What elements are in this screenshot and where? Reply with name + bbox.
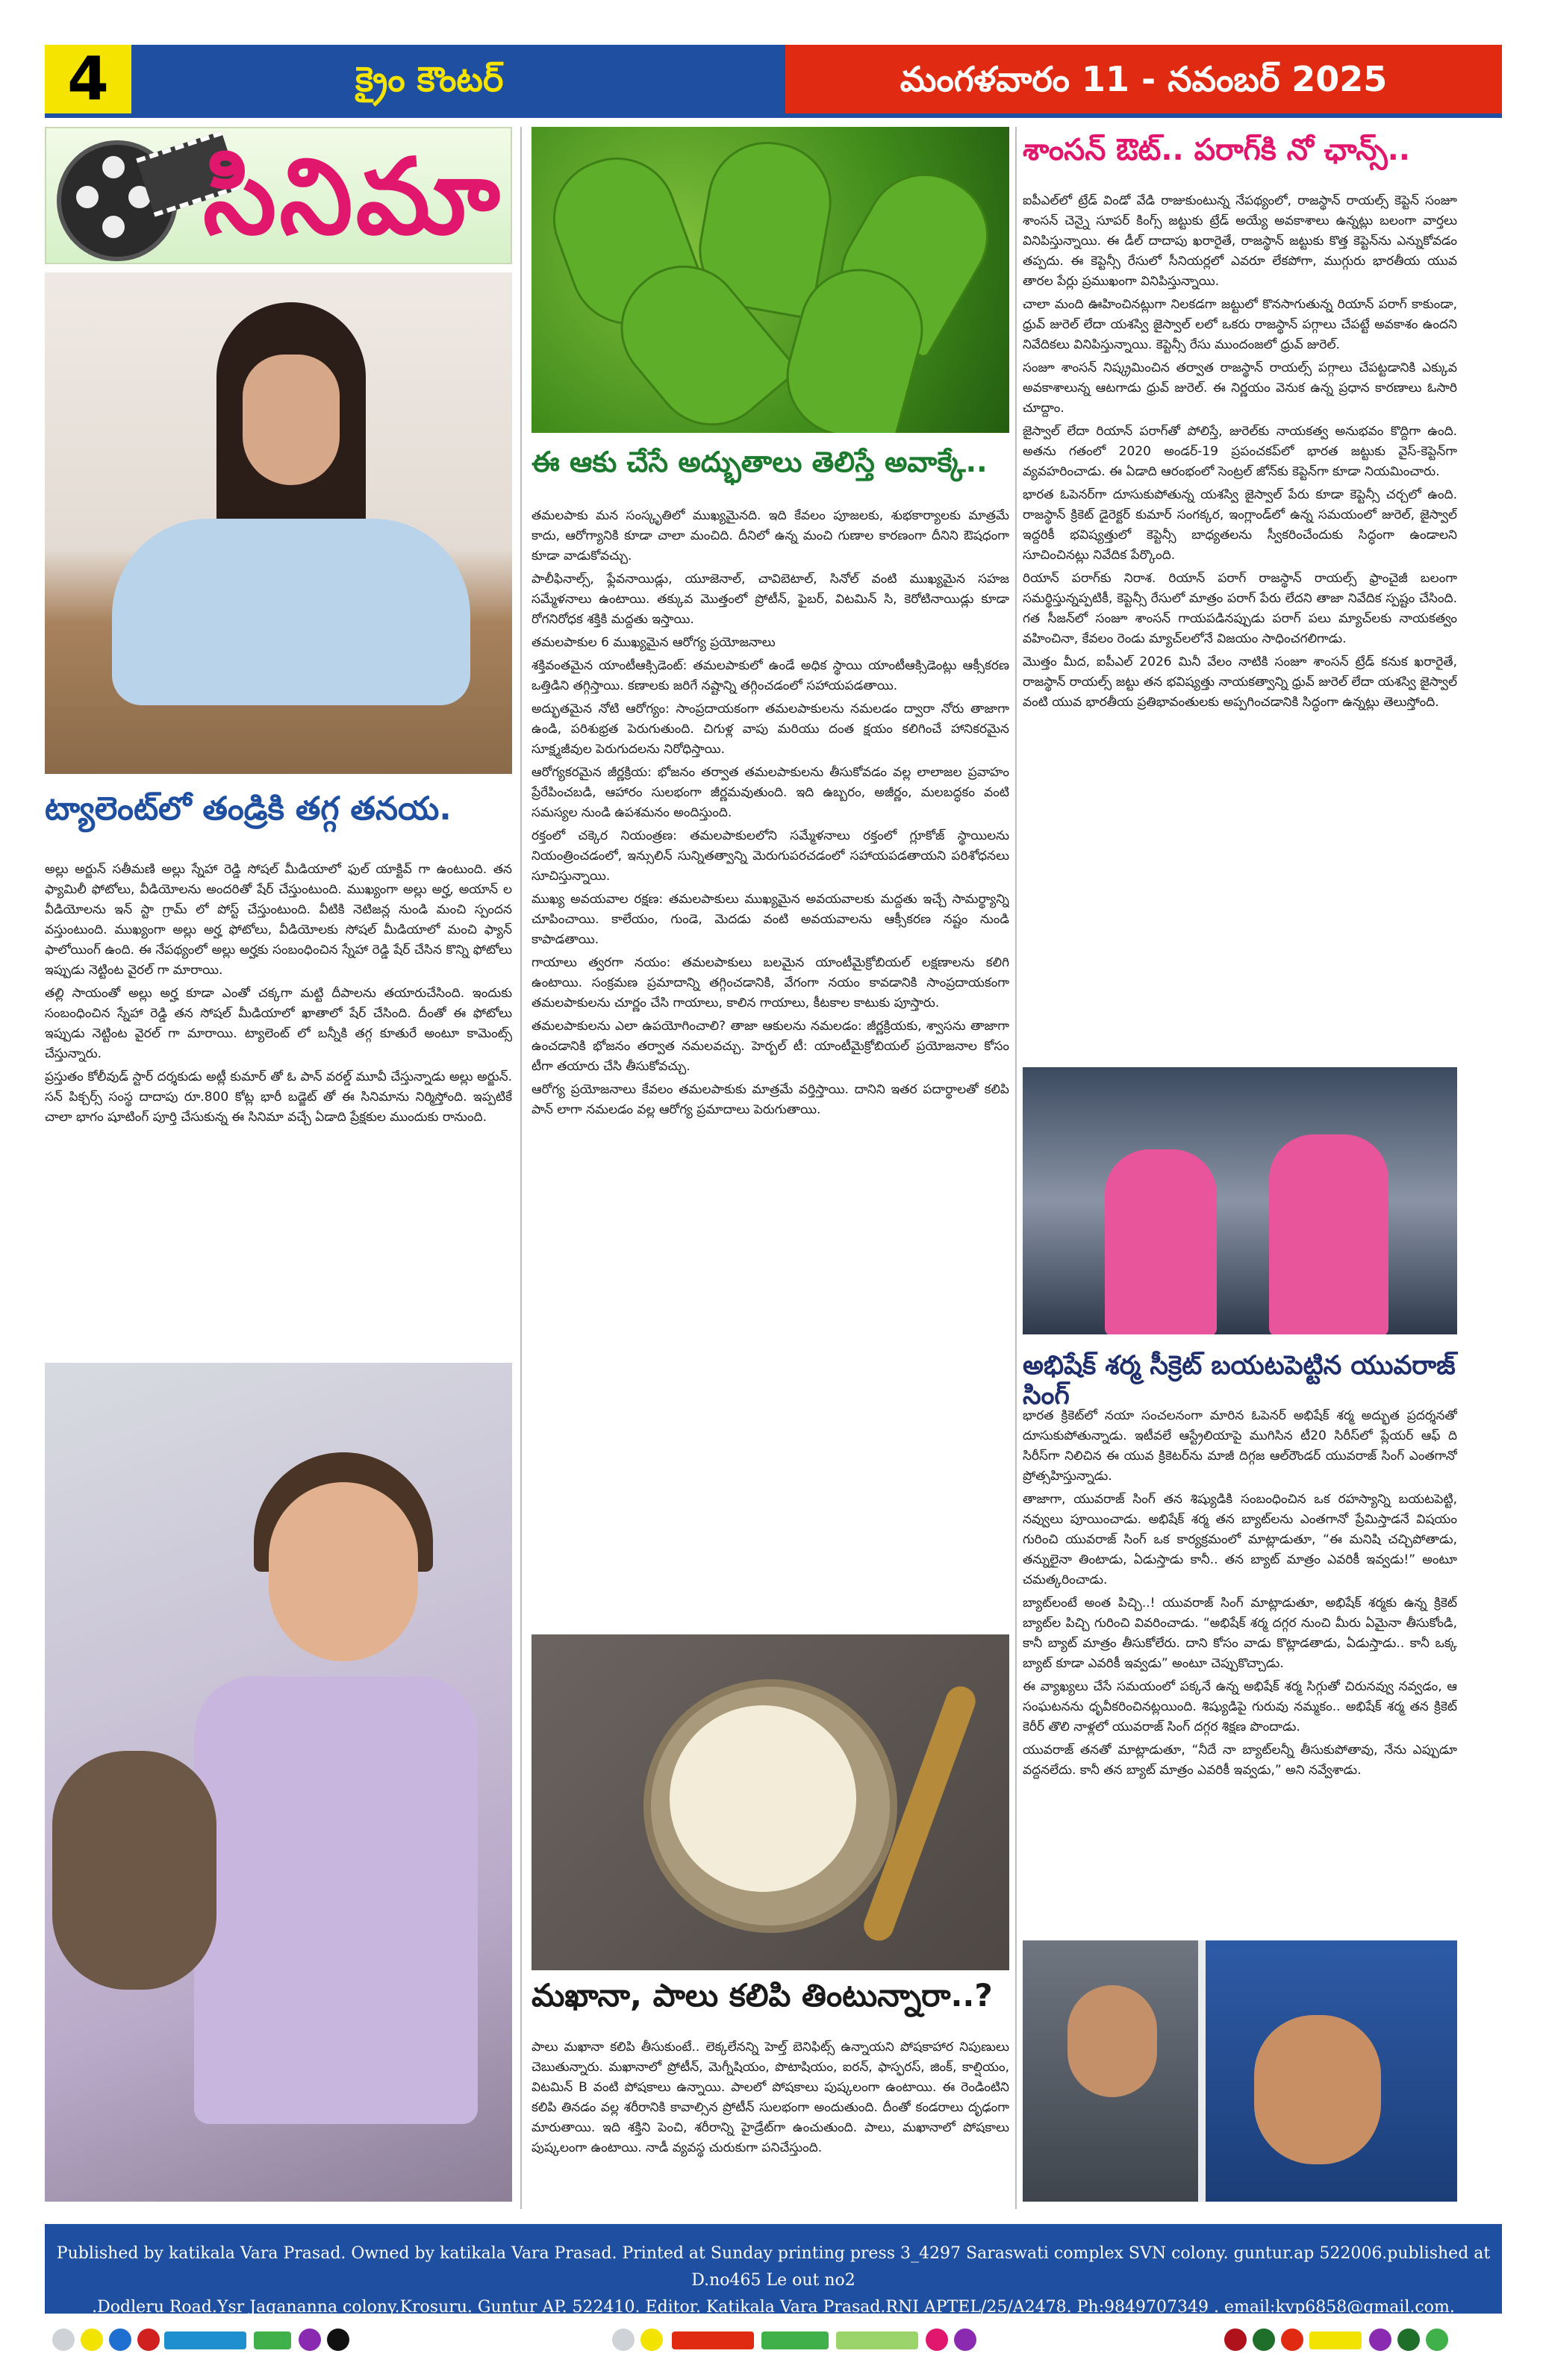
paragraph: ప్రస్తుతం కోలీవుడ్ స్టార్ దర్శకుడు అట్లీ కుమార్ తో ఓ పాన్ వరల్డ్ మూవీ చేస్తున్నాడు అల్లు అర్జున్. సన్ పిక్చర్స్ సంస్థ దాదాపు రూ.800 కోట్ల భారీ బడ్జెట్ తో ఈ సినిమాను నిర్మిస్తోంది. ఇప్పటికే చాలా భాగం షూటింగ్ పూర్తి చేసుకున్న ఈ సినిమా వచ్చే ఏడాది ప్రేక్షకుల ముందుకు రానుంది. [45, 1069, 512, 1125]
registration-bar [761, 2331, 829, 2349]
headline-makhana: మఖానా, పాలు కలిపి తింటున్నారా..? [532, 1977, 993, 2014]
registration-bar [672, 2331, 754, 2349]
registration-dot [1281, 2329, 1303, 2351]
header-rule [45, 113, 1502, 118]
registration-bar [836, 2331, 918, 2349]
registration-dot [299, 2329, 321, 2351]
paragraph: రక్తంలో చక్కెర నియంత్రణ: తమలపాకులలోని సమ్మేళనాలు రక్తంలో గ్లూకోజ్ స్థాయిలను నియంత్రించడంలో, ఇన్సులిన్ సున్నితత్వాన్ని మెరుగుపరచడంలో సహాయపడతాయని పరిశోధనలు సూచిస్తున్నాయి. [532, 828, 1009, 884]
article-talent-body [45, 860, 512, 1352]
registration-dot [954, 2329, 976, 2351]
cricketers-photo [1023, 1067, 1457, 1334]
imprint-line-1: Published by katikala Vara Prasad. Owned by katikala Vara Prasad. Printed at Sunday printing press 3_4297 Saraswati complex SVN colony. guntur.ap 522006.published at D.no465 Le out no2 [56, 2244, 1491, 2290]
registration-dot [52, 2329, 75, 2351]
paragraph: ఈ వ్యాఖ్యలు చేసే సమయంలో పక్కనే ఉన్న అభిషేక్ శర్మ సిగ్గుతో చిరునవ్వు నవ్వడం, ఆ సంఘటనను ధృవీకరించినట్లయింది. శిష్యుడిపై గురువు నమ్మకం.. అభిషేక్ శర్మ తన క్రికెట్ కెరీర్ తొలి నాళ్లలో యువరాజ్ సింగ్ దగ్గర శిక్షణ పొందాడు. [1023, 1679, 1457, 1734]
paragraph: చాలా మంది ఊహించినట్లుగా నిలకడగా జట్టులో కొనసాగుతున్న రియాన్ పరాగ్ కాకుండా, ధ్రువ్ జురెల్ లేదా యశస్వి జైస్వాల్ లలో ఒకరు రాజస్థాన్ పగ్గాలు చేపట్టే అవకాశం ఉందని నివేదికలు వినిపిస్తున్నాయి. కెప్టెన్సీ రేసు ముందంజలో ధ్రువ్ జురెల్. [1023, 297, 1457, 352]
section-title: క్రైం కౌంటర్ [131, 45, 785, 113]
registration-dot [1369, 2329, 1391, 2351]
registration-dot [1224, 2329, 1247, 2351]
article-makhana-body [532, 2037, 1009, 2202]
paragraph: యువరాజ్ తనతో మాట్లాడుతూ, “నీదే నా బ్యాట్‌లన్నీ తీసుకుపోతావు, నేను ఎప్పుడూ వద్దనలేదు. కానీ తన బ్యాట్ మాత్రం ఎవరికీ ఇవ్వడు,” అని నవ్వేశాడు. [1023, 1743, 1457, 1778]
headline-leaf: ఈ ఆకు చేసే అద్భుతాలు తెలిస్తే అవాక్కే.. [532, 446, 988, 478]
imprint-line-2: .Dodleru Road.Ysr Jagananna colony.Krosuru. Guntur AP. 522410. Editor. Katikala Vara Prasad.RNI APTEL/25/A2478. Ph:9849707349 . email:kvp6858@gmail.com. [92, 2298, 1455, 2317]
registration-dot [612, 2329, 635, 2351]
paragraph: తమలపాకు మన సంస్కృతిలో ముఖ్యమైనది. ఇది కేవలం పూజలకు, శుభకార్యాలకు మాత్రమే కాదు, ఆరోగ్యానికి కూడా చాలా మంచిది. దీనిలో ఉన్న మంచి గుణాల కారణంగా దీనిని ఔషధంగా కూడా వాడుకోవచ్చు. [532, 508, 1009, 563]
paragraph: జైస్వాల్ లేదా రియాన్ పరాగ్‌తో పోలిస్తే, జురెల్‌కు నాయకత్వ అనుభవం కొద్దిగా ఉంది. అతను గతంలో 2020 అండర్-19 ప్రపంచకప్‌లో భారత జట్టుకు వైస్-కెప్టెన్‌గా వ్యవహరించాడు. ఈ ఏడాది ఆరంభంలో సెంట్రల్ జోన్‌కు కెప్టెన్‌గా కూడా నియమించారు. [1023, 424, 1457, 479]
paragraph: అద్భుతమైన నోటి ఆరోగ్యం: సాంప్రదాయకంగా తమలపాకులను నమలడం ద్వారా నోరు తాజాగా ఉండి, పరిశుభ్రత పెరుగుతుంది. చిగుళ్ల వాపు మరియు దంత క్షయం కలిగించే హానికరమైన సూక్ష్మజీవుల పెరుగుదలను నిరోధిస్తాయి. [532, 702, 1009, 757]
headline-abhishek: అభిషేక్ శర్మ సీక్రెట్ బయటపెట్టిన యువరాజ్ సింగ్ [1023, 1351, 1456, 1411]
article-leaf-body [532, 506, 1009, 1618]
paragraph: ఆరోగ్యకరమైన జీర్ణక్రియ: భోజనం తర్వాత తమలపాకులను తీసుకోవడం వల్ల లాలాజల ప్రవాహం ప్రేరేపించబడి, ఆహారం సులభంగా జీర్ణమవుతుంది. ఇది ఉబ్బరం, అజీర్ణం, మలబద్ధకం వంటి సమస్యల నుండి ఉపశమనం అందిస్తుంది. [532, 765, 1009, 820]
cinema-section-logo [45, 127, 512, 264]
paragraph: భారత ఓపెనర్‌గా దూసుకుపోతున్న యశస్వి జైస్వాల్ పేరు కూడా కెప్టెన్సీ చర్చలో ఉంది. రాజస్థాన్ క్రికెట్ డైరెక్టర్ కుమార్ సంగక్కర, ఇంగ్లాండ్‌లో ఉన్న సమయంలో జురెల్, జైస్వాల్ ఇద్దరికీ భవిష్యత్తులో కెప్టెన్సీ బాధ్యతలను స్వీకరించేందుకు సిద్ధంగా ఉండాలని సూచించినట్లు నివేదిక పేర్కొంది. [1023, 487, 1457, 563]
registration-dot [81, 2329, 103, 2351]
registration-dot [640, 2329, 663, 2351]
paragraph: తమలపాకుల 6 ముఖ్యమైన ఆరోగ్య ప్రయోజనాలు [532, 635, 776, 650]
article-abhishek-body [1023, 1406, 1457, 1928]
registration-dot [1253, 2329, 1275, 2351]
registration-bar [1309, 2331, 1362, 2349]
paragraph: తల్లి సాయంతో అల్లు అర్హ కూడా ఎంతో చక్కగా మట్టి దీపాలను తయారుచేసింది. ఇందుకు సంబంధించిన స్నేహా రెడ్డి తన సోషల్ మీడియాలో ఖాతాలో షేర్ చేసింది. దీంతో ఈ ఫోటోలు ఇప్పుడు నెట్టింట వైరల్ గా మారాయి. ట్యాలెంట్ లో బన్నీకి తగ్గ కూతురే అంటూ కామెంట్స్ చేస్తున్నారు. [45, 986, 512, 1061]
paragraph: శక్తివంతమైన యాంటీఆక్సిడెంట్: తమలపాకులో ఉండే అధిక స్థాయి యాంటీఆక్సిడెంట్లు ఆక్సీకరణ ఒత్తిడిని తగ్గిస్తాయి. కణాలకు జరిగే నష్టాన్ని తగ్గించడంలో సహాయపడతాయి. [532, 658, 1009, 693]
registration-marks [45, 2329, 1502, 2355]
registration-dot [109, 2329, 131, 2351]
imprint-footer [45, 2224, 1502, 2317]
registration-dot [327, 2329, 349, 2351]
paragraph: గాయాలు త్వరగా నయం: తమలపాకులు బలమైన యాంటీమైక్రోబియల్ లక్షణాలను కలిగి ఉంటాయి. సంక్రమణ ప్రమాదాన్ని తగ్గించడానికి, వేగంగా నయం కావడానికి సాంప్రదాయకంగా తమలపాకులను చూర్ణం చేసి గాయాలు, కాలిన గాయాలు, కీటకాల కాటుకు పూస్తారు. [532, 955, 1009, 1011]
paragraph: అల్లు అర్జున్ సతీమణి అల్లు స్నేహా రెడ్డి సోషల్ మీడియాలో ఫుల్ యాక్టివ్ గా ఉంటుంది. తన ఫ్యామిలీ ఫోటోలు, వీడియోలను అందరితో షేర్ చేస్తుంటుంది. ముఖ్యంగా అల్లు అర్హ, అయాన్ ల వీడియోలను ఇన్ స్టా గ్రామ్ లో పోస్ట్ చేస్తుంటుంది. వీటికి నెటిజన్ల నుండి మంచి స్పందన వస్తుంటుంది. ముఖ్యంగా అల్లు అర్హ ఫోటోలు, వీడియోలకు సోషల్ మీడియాలో మంచి ఫ్యాన్ ఫాలోయింగ్ ఉంది. ఈ నేపథ్యంలో అల్లు అర్హకు సంబంధించిన స్నేహా రెడ్డి షేర్ చేసిన కొన్ని ఫోటోలు ఇప్పుడు నెట్టింట వైరల్ గా మారాయి. [45, 862, 512, 978]
headline-talent: ట్యాలెంట్‌లో తండ్రికి తగ్గ తనయ. [45, 790, 452, 828]
column-divider [1015, 127, 1017, 2209]
paragraph: భారత క్రికెట్‌లో నయా సంచలనంగా మారిన ఓపెనర్ అభిషేక్ శర్మ అద్భుత ప్రదర్శనతో దూసుకుపోతున్నాడు. ఇటీవలే ఆస్ట్రేలియాపై ముగిసిన టీ20 సిరీస్‌లో ప్లేయర్ ఆఫ్ ది సిరీస్‌గా నిలిచిన ఈ యువ క్రికెటర్‌ను మాజీ దిగ్గజ ఆల్‌రౌండర్ యువరాజ్ సింగ్ ఎంతగానో ప్రోత్సహిస్తున్నాడు. [1023, 1408, 1457, 1484]
paragraph: ముఖ్య అవయవాల రక్షణ: తమలపాకులు ముఖ్యమైన అవయవాలకు మద్దతు ఇచ్చే సామర్థ్యాన్ని చూపించాయి. కాలేయం, గుండె, మెదడు వంటి అవయవాలను ఆక్సీకరణ నష్టం నుండి కాపాడతాయి. [532, 892, 1009, 947]
page-number: 4 [45, 45, 131, 113]
headline-samson: శాంసన్ ఔట్.. పరాగ్‌కి నో ఛాన్స్.. [1023, 133, 1410, 167]
paragraph: మొత్తం మీద, ఐపీఎల్ 2026 మినీ వేలం నాటికి సంజూ శాంసన్ ట్రేడ్ కనుక ఖరారైతే, రాజస్థాన్ రాయల్స్ జట్టు తన భవిష్యత్తు నాయకత్వాన్ని ధ్రువ్ జురెల్ లేదా యశస్వి జైస్వాల్ వంటి యువ భారతీయ ప్రతిభావంతులకు అప్పగించడానికి సిద్ధంగా ఉన్నట్లు తెలుస్తోంది. [1023, 655, 1457, 710]
makhana-bowl-photo [532, 1634, 1009, 1970]
paragraph: తాజాగా, యువరాజ్ సింగ్ తన శిష్యుడికి సంబంధించిన ఒక రహస్యాన్ని బయటపెట్టి, నవ్వులు పూయించాడు. అభిషేక్ శర్మ తన బ్యాట్‌లను ఎంతగానో ప్రేమిస్తాడనే విషయం గురించి యువరాజ్ సింగ్ ఒక కార్యక్రమంలో మాట్లాడుతూ, “ఈ మనిషి చచ్చిపోతాడు, తన్నులైనా తింటాడు, ఏడుస్తాడు కానీ.. తన బ్యాట్ మాత్రం ఎవరికీ ఇవ్వడు!” అంటూ చమత్కరించాడు. [1023, 1492, 1457, 1587]
yuvraj-abhishek-photo [1023, 1940, 1457, 2202]
registration-bar [254, 2331, 291, 2349]
paragraph: ఐపీఎల్‌లో ట్రేడ్ విండో వేడి రాజుకుంటున్న నేపథ్యంలో, రాజస్థాన్ రాయల్స్ కెప్టెన్ సంజూ శాంసన్ చెన్నై సూపర్ కింగ్స్ జట్టుకు ట్రేడ్ అయ్యే అవకాశాలు ఉన్నట్లు బలంగా వార్తలు వినిపిస్తున్నాయి. ఈ డీల్ దాదాపు ఖరారైతే, రాజస్థాన్ జట్టుకు కొత్త కెప్టెన్‌ను ఎన్నుకోవడం తప్పదు. ఈ కెప్టెన్సీ రేసులో సీనియర్లలో ఎవరూ లేకపోగా, ముగ్గురు భారతీయ యువ తారల పేర్లు ప్రముఖంగా వినిపిస్తున్నాయి. [1023, 193, 1457, 289]
father-daughter-photo [45, 1363, 512, 2202]
article-samson-body [1023, 191, 1457, 1057]
registration-bar [164, 2331, 246, 2349]
paragraph: బ్యాట్‌లంటే అంత పిచ్చి..! యువరాజ్ సింగ్ మాట్లాడుతూ, అభిషేక్ శర్మకు ఉన్న క్రికెట్ బ్యాట్‌ల పిచ్చి గురించి వివరించాడు. “అభిషేక్ శర్మ దగ్గర నుంచి మీరు ఏమైనా తీసుకోండి, కానీ బ్యాట్ మాత్రం తీసుకోలేరు. దాని కోసం వాడు కొట్లాడతాడు, ఏడుస్తాడు.. కానీ ఒక్క బ్యాట్ కూడా ఎవరికీ ఇవ్వడు” అంటూ చెప్పుకొచ్చాడు. [1023, 1596, 1457, 1671]
registration-dot [926, 2329, 948, 2351]
registration-dot [1397, 2329, 1420, 2351]
paragraph: ఆరోగ్య ప్రయోజనాలు కేవలం తమలపాకుకు మాత్రమే వర్తిస్తాయి. దానిని ఇతర పదార్థాలతో కలిపి పాన్ లాగా నమలడం వల్ల ఆరోగ్య ప్రమాదాలు పెరుగుతాయి. [532, 1082, 1009, 1117]
cinema-logo-text: సినిమా [203, 137, 503, 258]
betel-leaf-photo [532, 127, 1009, 433]
paragraph: రియాన్ పరాగ్‌కు నిరాశ. రియాన్ పరాగ్ రాజస్థాన్ రాయల్స్ ఫ్రాంచైజీ బలంగా సమర్థిస్తున్నప్పటికీ, కెప్టెన్సీ రేసులో మాత్రం పరాగ్ పేరు లేదని తాజా నివేదిక స్పష్టం చేసింది. గత సీజన్‌లో సంజూ శాంసన్ గాయపడినప్పుడు పరాగ్ పలు మ్యాచ్‌లకు నాయకత్వం వహించినా, కేవలం రెండు మ్యాచ్‌లలోనే విజయం సాధించగలిగాడు. [1023, 571, 1457, 646]
column-divider [520, 127, 522, 2209]
actress-photo [45, 272, 512, 774]
paragraph: సంజూ శాంసన్ నిష్క్రమించిన తర్వాత రాజస్థాన్ రాయల్స్ పగ్గాలు చేపట్టడానికి ఎక్కువ అవకాశాలున్న ఆటగాడు ధ్రువ్ జురెల్. ఈ నిర్ణయం వెనుక ఉన్న ప్రధాన కారణాలు ఓసారి చూద్దాం. [1023, 360, 1457, 416]
registration-dot [1426, 2329, 1448, 2351]
paragraph: పాలీఫినాల్స్, ఫ్లేవనాయిడ్లు, యూజెనాల్, చావిబెటాల్, సినోల్ వంటి ముఖ్యమైన సహజ సమ్మేళనాలు ఉంటాయి. తక్కువ మొత్తంలో ప్రోటీన్, ఫైబర్, విటమిన్ సి, కెరోటినాయిడ్లు కూడా రోగనిరోధక శక్తికి మద్దతు ఇస్తాయి. [532, 572, 1009, 627]
paragraph: తమలపాకులను ఎలా ఉపయోగించాలి? తాజా ఆకులను నమలడం: జీర్ణక్రియకు, శ్వాసను తాజాగా ఉంచడానికి భోజనం తర్వాత నమలవచ్చు. హెర్బల్ టీ: యాంటీమైక్రోబియల్ ప్రయోజనాల కోసం టీగా తయారు చేసి తీసుకోవచ్చు. [532, 1019, 1009, 1074]
paragraph: పాలు మఖానా కలిపి తీసుకుంటే.. లెక్కలేనన్ని హెల్త్ బెనిఫిట్స్ ఉన్నాయని పోషకాహార నిపుణులు చెబుతున్నారు. మఖానాలో ప్రోటీన్, మెగ్నీషియం, పొటాషియం, ఐరన్, ఫాస్ఫరస్, జింక్, కాల్షియం, విటమిన్ B వంటి పోషకాలు ఉన్నాయి. పాలలో పోషకాలు పుష్కలంగా ఉంటాయి. ఈ రెండింటిని కలిపి తినడం వల్ల శరీరానికి కావాల్సిన ప్రోటీన్ సులభంగా అందుతుంది. దీంతో కండరాలు దృఢంగా మారుతాయి. ఇది శక్తిని పెంచి, శరీరాన్ని హైడ్రేట్‌గా ఉంచుతుంది. పాలు, మఖానాలో పోషకాలు పుష్కలంగా ఉంటాయి. నాడీ వ్యవస్థ చురుకుగా పనిచేస్తుంది. [532, 2040, 1009, 2155]
registration-dot [137, 2329, 160, 2351]
issue-date: మంగళవారం 11 - నవంబర్ 2025 [785, 45, 1502, 113]
